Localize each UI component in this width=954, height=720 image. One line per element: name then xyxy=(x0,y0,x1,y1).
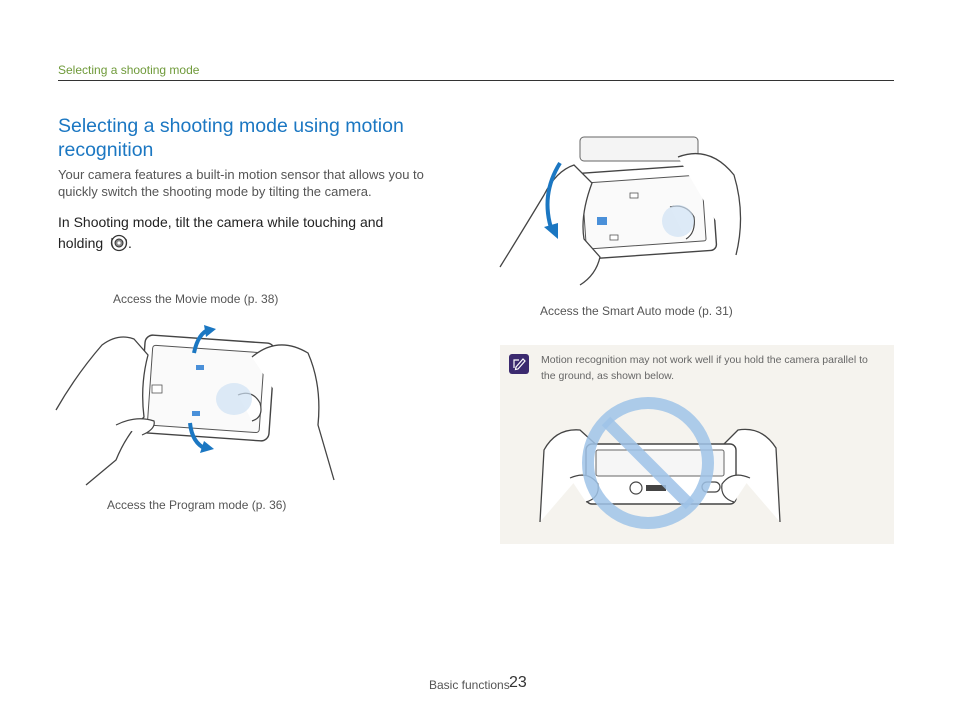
caption-movie-mode: Access the Movie mode (p. 38) xyxy=(113,292,279,306)
instruction-text xyxy=(58,212,428,254)
caption-smart-auto-mode: Access the Smart Auto mode (p. 31) xyxy=(540,304,733,318)
instruction-text-before: In Shooting mode, tilt the camera while touching and holding xyxy=(58,214,384,251)
parallel-camera-prohibited-illustration xyxy=(540,390,785,530)
note-pencil-icon xyxy=(509,354,529,374)
running-header: Selecting a shooting mode xyxy=(58,63,200,77)
tilt-up-down-illustration xyxy=(56,325,336,485)
page-title: Selecting a shooting mode using motion recognition xyxy=(58,115,404,161)
instruction-text-after: . xyxy=(128,235,132,251)
motion-recognition-icon xyxy=(110,234,128,252)
footer-section-name: Basic functions xyxy=(429,678,510,692)
tilt-side-illustration xyxy=(500,135,750,285)
intro-paragraph: Your camera features a built-in motion sensor that allows you to quickly switch the shooting mode by tilting the camera. xyxy=(58,167,424,199)
caption-program-mode: Access the Program mode (p. 36) xyxy=(107,498,287,512)
page-number: 23 xyxy=(509,674,527,691)
header-divider xyxy=(58,80,894,81)
note-text: Motion recognition may not work well if you hold the camera parallel to the ground, as shown below. xyxy=(541,354,868,382)
